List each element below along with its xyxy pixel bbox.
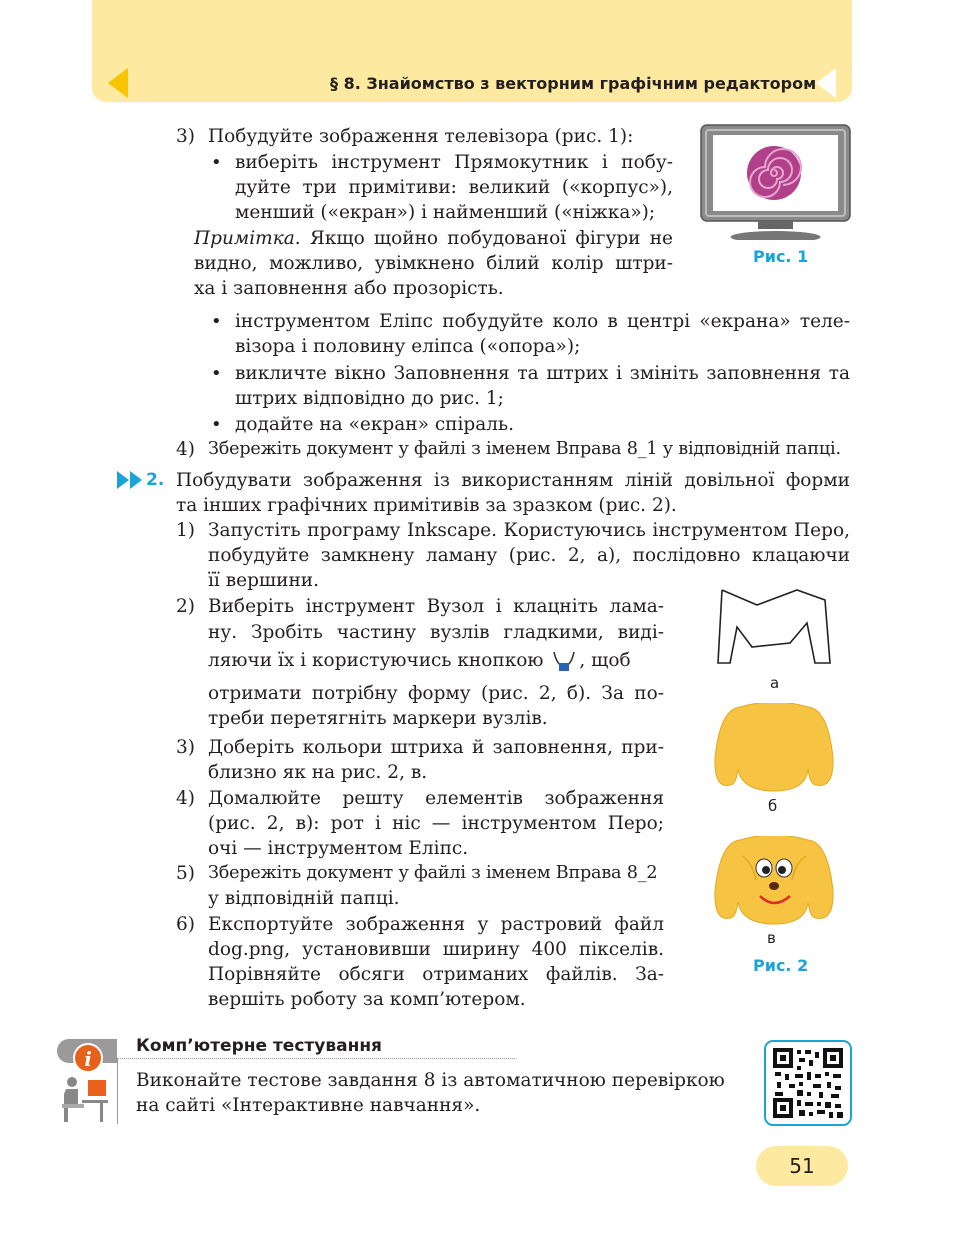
step-text: Запустіть програму Inkscape. Користуючись інструментом Перо, <box>208 520 850 541</box>
double-arrow-icon <box>117 471 145 489</box>
note-text: ха і заповнення або прозорість. <box>194 278 504 299</box>
step-text: Експортуйте зображення у растровий файл <box>208 914 664 935</box>
figure-sublabel: б <box>768 797 778 815</box>
step-text: у відповідній папці. <box>208 888 400 909</box>
page-number: 51 <box>756 1146 848 1186</box>
testing-text: Виконайте тестове завдання 8 із автоматичною перевіркою <box>136 1070 725 1091</box>
smooth-node-icon <box>551 648 577 674</box>
task-number: 2. <box>146 470 165 490</box>
testing-divider <box>117 1058 515 1059</box>
step-text: dog.png, установивши ширину 400 пікселів. <box>208 939 664 960</box>
step-text: (рис. 2, в): рот і ніс — інструментом Перо; <box>208 813 664 834</box>
step-text: вершіть роботу за комп’ютером. <box>208 989 526 1010</box>
bullet-icon: • <box>211 311 222 332</box>
step-text: Виберіть інструмент Вузол і клацніть лама- <box>208 596 664 617</box>
right-arrow-icon <box>814 68 836 98</box>
note-text: Примітка. Якщо щойно побудованої фігури не <box>194 228 673 249</box>
figure-sublabel: а <box>770 674 780 692</box>
note-text: видно, можливо, увімкнено білий колір штри- <box>194 253 673 274</box>
dog-figure <box>712 836 836 926</box>
figure-caption: Рис. 1 <box>753 247 809 266</box>
step-text: Збережіть документ у файлі з іменем Вправа 8_2 <box>208 863 658 883</box>
item-number: 3) <box>176 126 195 147</box>
bullet-text: менший («екран») і найменший («ніжка»); <box>235 202 656 223</box>
step-text: Порівняйте обсяги отриманих файлів. За- <box>208 964 664 985</box>
task-text: Побудувати зображення із використанням ліній довільної форми <box>176 470 850 491</box>
bullet-text: додайте на «екран» спіраль. <box>235 414 514 435</box>
bullet-icon: • <box>211 363 222 384</box>
chapter-title: § 8. Знайомство з векторним графічним редактором <box>330 74 817 93</box>
task-text: та інших графічних примітивів за зразком (рис. 2). <box>176 495 677 516</box>
qr-code-icon <box>773 1048 843 1118</box>
item-number: 4) <box>176 439 195 460</box>
testing-title: Комп’ютерне тестування <box>136 1036 382 1056</box>
tv-figure <box>700 124 852 240</box>
item-text: Збережіть документ у файлі з іменем Вправа 8_1 у відповідній папці. <box>208 439 841 459</box>
left-arrow-icon <box>108 68 130 98</box>
item-text: Побудуйте зображення телевізора (рис. 1): <box>208 126 634 147</box>
bullet-icon: • <box>211 152 222 173</box>
step-number: 3) <box>176 737 195 758</box>
bullet-text: виберіть інструмент Прямокутник і побу- <box>235 152 673 173</box>
step-text: Доберіть кольори штриха й заповнення, при- <box>208 737 664 758</box>
step-text: ляючи їх і користуючись кнопкою , щоб <box>208 648 631 674</box>
step-text: очі — інструментом Еліпс. <box>208 838 469 859</box>
step-text: треби перетягніть маркери вузлів. <box>208 708 548 729</box>
step-number: 5) <box>176 863 195 884</box>
testing-vertical-rule <box>117 1058 118 1124</box>
step-number: 4) <box>176 788 195 809</box>
step-text: ну. Зробіть частину вузлів гладкими, виді- <box>208 622 664 643</box>
step-text: побудуйте замкнену ламану (рис. 2, а), послідовно клацаючи <box>208 545 850 566</box>
step-text: отримати потрібну форму (рис. 2, б). За по- <box>208 683 664 704</box>
step-text: Домалюйте решту елементів зображення <box>208 788 664 809</box>
figure-caption: Рис. 2 <box>753 956 809 975</box>
bullet-icon: • <box>211 414 222 435</box>
bullet-text: інструментом Еліпс побудуйте коло в центрі «екрана» теле- <box>235 311 850 332</box>
figure-sublabel: в <box>767 929 776 947</box>
step-number: 6) <box>176 914 195 935</box>
step-text: близно як на рис. 2, в. <box>208 762 428 783</box>
step-number: 2) <box>176 596 195 617</box>
step-text: її вершини. <box>208 570 319 591</box>
computer-user-icon <box>60 1074 110 1124</box>
bullet-text: візора і половину еліпса («опора»); <box>235 336 581 357</box>
bullet-text: дуйте три примітиви: великий («корпус»), <box>235 177 673 198</box>
testing-text: на сайті «Інтерактивне навчання». <box>136 1095 481 1116</box>
qr-code-frame[interactable] <box>764 1040 852 1126</box>
step-number: 1) <box>176 520 195 541</box>
smooth-shape-figure <box>712 703 836 793</box>
bullet-text: викличте вікно Заповнення та штрих і змініть заповнення та <box>235 363 850 384</box>
svg-text:i: i <box>84 1047 92 1071</box>
polyline-figure <box>712 585 836 669</box>
info-icon <box>72 1042 104 1074</box>
bullet-text: штрих відповідно до рис. 1; <box>235 388 504 409</box>
